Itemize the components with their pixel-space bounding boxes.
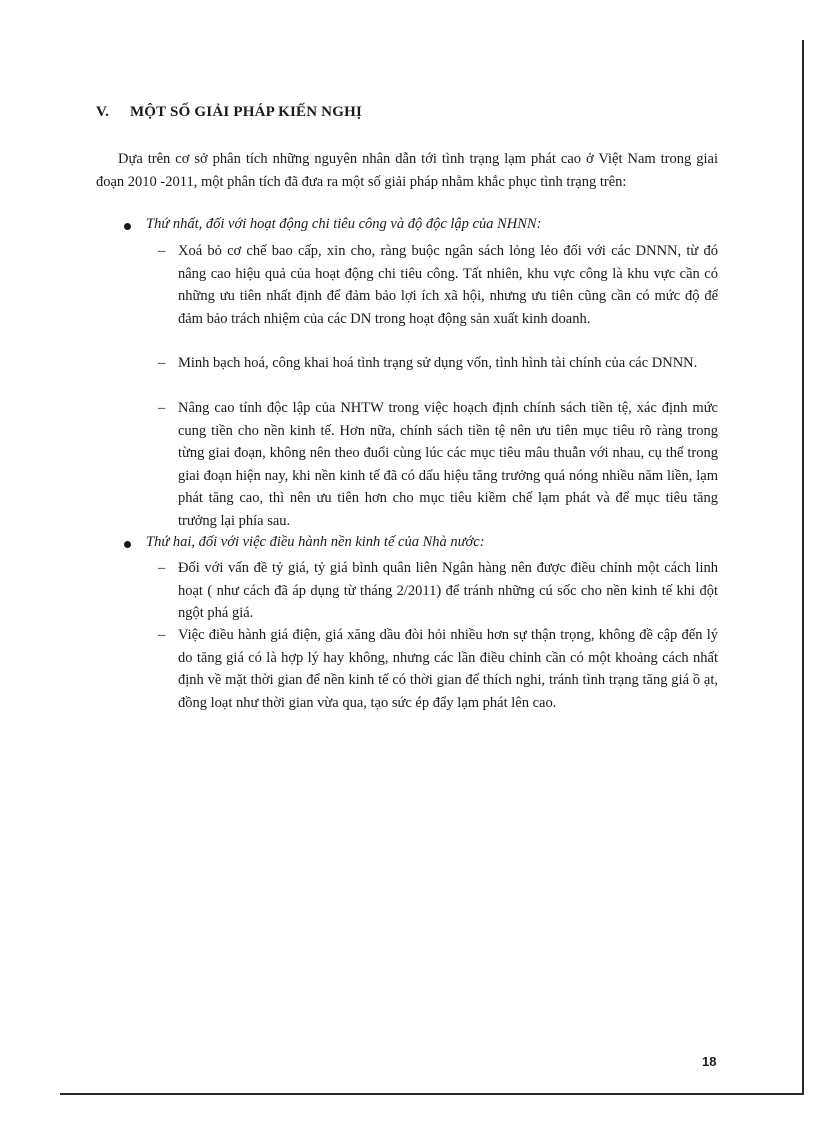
dash-icon: – (158, 243, 166, 259)
list-item (158, 352, 718, 375)
dash-icon: – (158, 400, 166, 416)
bullet-title: Thứ nhất, đối với hoạt động chi tiêu công và độ độc lập của NHNN: (146, 216, 542, 232)
page-number: 18 (702, 1054, 717, 1069)
list-item-text: Minh bạch hoá, công khai hoá tình trạng sử dụng vốn, tình hình tài chính của các DNNN. (178, 355, 698, 371)
list-item-text: Nâng cao tính độc lập của NHTW trong việc hoạch định chính sách tiền tệ, xác định mức cung tiền cho nền kinh tế. Hơn nữa, chính sách tiền tệ nên ưu tiên mục tiêu rõ ràng trong từng giai đoạn, không nên theo đuổi cùng lúc các mục tiêu mâu thuẫn với nhau, cụ thể trong giai đoạn hiện nay, khi nền kinh tế đã có dấu hiệu tăng trưởng quá nóng nhiều năm liền, lạm phát tăng cao, thì nên ưu tiên hơn cho mục tiêu kiềm chế lạm phát và để mục tiêu tăng trưởng lại phía sau. (178, 400, 718, 529)
section-number: V. (96, 104, 110, 120)
section-heading (96, 104, 362, 121)
list-item (158, 397, 718, 532)
section-title: MỘT SỐ GIẢI PHÁP KIẾN NGHỊ (129, 104, 362, 120)
dash-icon: – (158, 355, 166, 371)
dash-icon: – (158, 627, 166, 643)
dash-icon: – (158, 560, 166, 576)
list-item (158, 557, 718, 625)
page-border-bottom (60, 1093, 804, 1095)
list-item-text: Việc điều hành giá điện, giá xăng dầu đòi hỏi nhiều hơn sự thận trọng, không đề cập đến lý do tăng giá có là hợp lý hay không, nhưng các lần điều chỉnh cần có một khoảng cách nhất định về mặt thời gian để nền kinh tế có thời gian để thích nghi, tránh tình trạng tăng giá ồ ạt, đồng loạt như thời gian vừa qua, tạo sức ép đẩy lạm phát lên cao. (178, 627, 718, 711)
list-item (158, 624, 718, 714)
list-item-text: Đối với vấn đề tỷ giá, tỷ giá bình quân liên Ngân hàng nên được điều chỉnh một cách linh hoạt ( như cách đã áp dụng từ tháng 2/2011) để tránh những cú sốc cho nền kinh tế khi đột ngột phá giá. (178, 560, 718, 621)
bullet-icon (124, 541, 131, 548)
bullet-icon (124, 223, 131, 230)
list-item (158, 240, 718, 330)
list-item-text: Xoá bỏ cơ chế bao cấp, xin cho, ràng buộc ngân sách lỏng lẻo đối với các DNNN, từ đó nâng cao hiệu quả của hoạt động chi tiêu công. Tất nhiên, khu vực công là khu vực cần có những ưu tiên nhất định để đảm bảo lợi ích xã hội, nhưng ưu tiên cũng cần có mức độ để đảm bảo trách nhiệm của các DN trong hoạt động sản xuất kinh doanh. (178, 243, 718, 327)
bullet-title: Thứ hai, đối với việc điều hành nền kinh tế của Nhà nước: (146, 534, 485, 550)
page-border-right (802, 40, 804, 1095)
intro-paragraph: Dựa trên cơ sở phân tích những nguyên nhân dẫn tới tình trạng lạm phát cao ở Việt Nam trong giai đoạn 2010 -2011, một phân tích đã đưa ra một số giải pháp nhằm khắc phục tình trạng trên: (96, 151, 718, 190)
